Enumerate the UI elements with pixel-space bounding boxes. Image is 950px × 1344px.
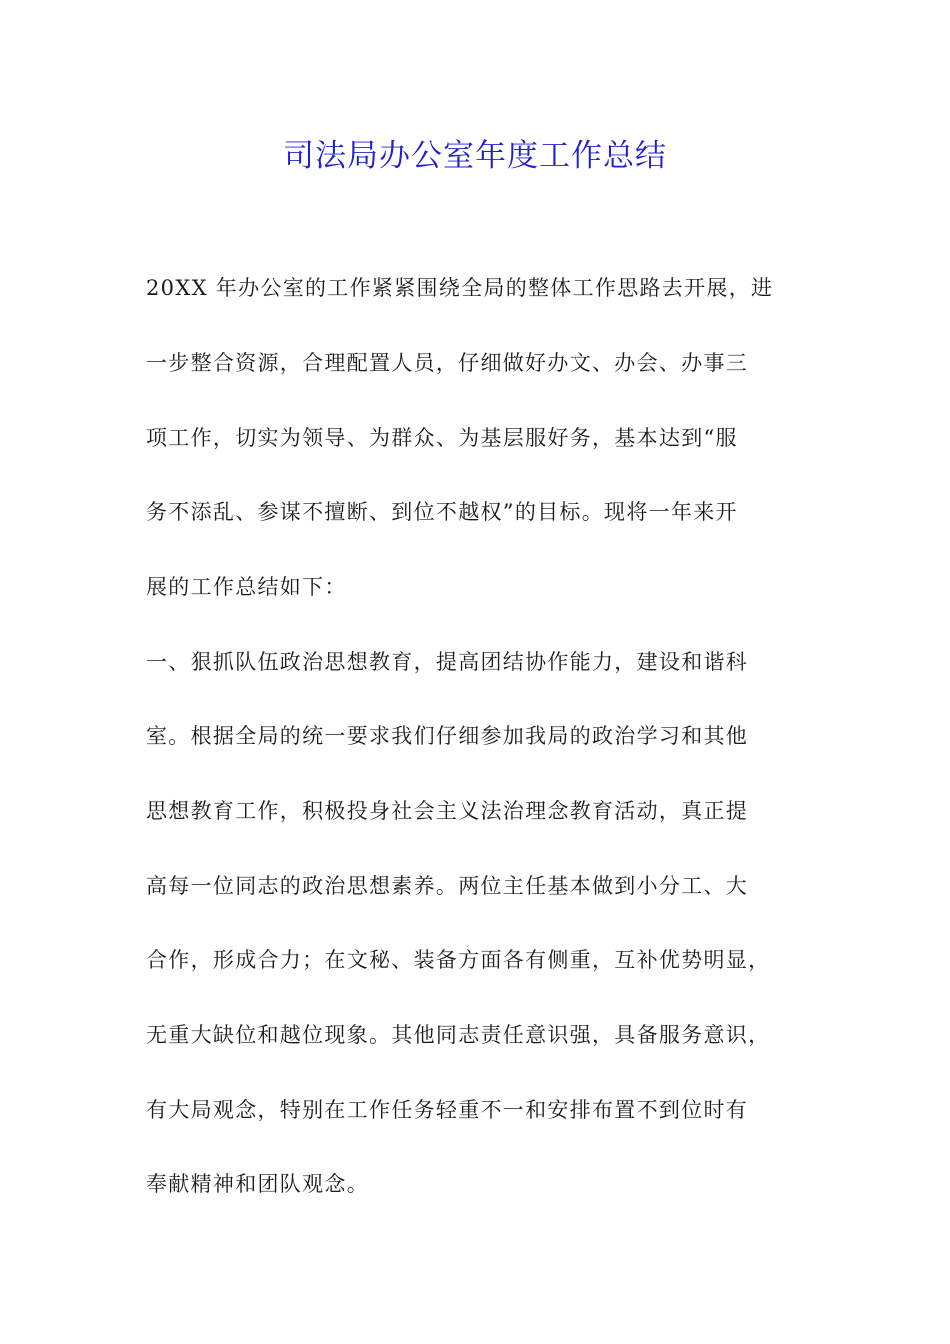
body-line: 务不添乱、参谋不擅断、到位不越权”的目标。现将一年来开 xyxy=(146,500,738,524)
body-line: 奉献精神和团队观念。 xyxy=(146,1172,369,1196)
body-line: 合作，形成合力；在文秘、装备方面各有侧重，互补优势明显， xyxy=(146,948,771,972)
body-line: 无重大缺位和越位现象。其他同志责任意识强，具备服务意识， xyxy=(146,1023,771,1047)
document-title: 司法局办公室年度工作总结 xyxy=(283,138,667,174)
body-line: 20XX 年办公室的工作紧紧围绕全局的整体工作思路去开展，进 xyxy=(146,276,774,300)
body-line: 有大局观念，特别在工作任务轻重不一和安排布置不到位时有 xyxy=(146,1098,749,1122)
body-line: 项工作，切实为领导、为群众、为基层服好务，基本达到“服 xyxy=(146,426,738,450)
body-line: 高每一位同志的政治思想素养。两位主任基本做到小分工、大 xyxy=(146,874,749,898)
body-line: 一、狠抓队伍政治思想教育，提高团结协作能力，建设和谐科 xyxy=(146,650,749,674)
body-line: 展的工作总结如下： xyxy=(146,575,347,599)
body-line: 室。根据全局的统一要求我们仔细参加我局的政治学习和其他 xyxy=(146,724,749,748)
body-line: 一步整合资源，合理配置人员，仔细做好办文、办会、办事三 xyxy=(146,351,749,375)
body-line: 思想教育工作，积极投身社会主义法治理念教育活动，真正提 xyxy=(146,799,749,823)
